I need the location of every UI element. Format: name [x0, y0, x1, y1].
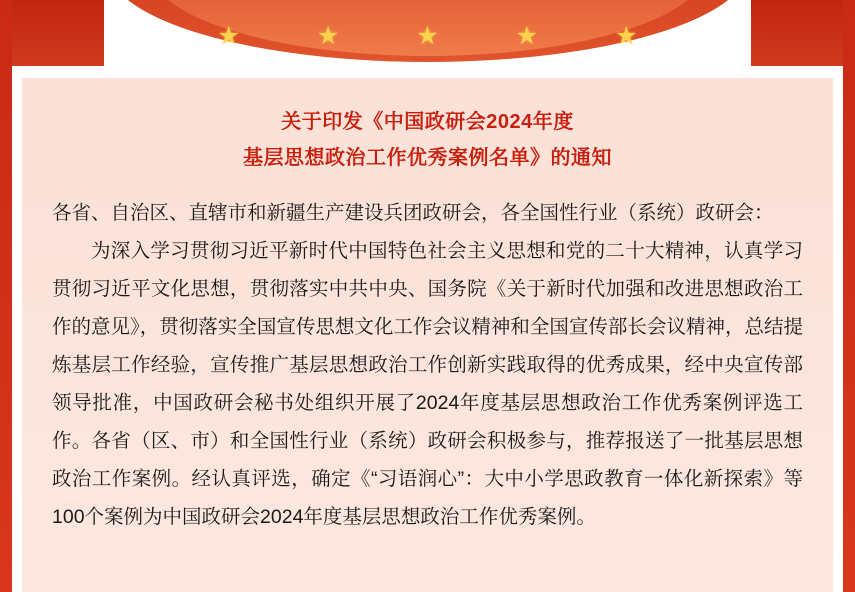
- star-icon: ★: [316, 21, 340, 50]
- header-banner: [12, 0, 843, 66]
- star-icon: ★: [217, 21, 240, 50]
- star-icon: ★: [416, 21, 439, 50]
- document-card: [22, 78, 833, 592]
- right-red-band: [843, 0, 855, 592]
- left-red-band: [0, 0, 12, 592]
- star-icon: ★: [515, 21, 539, 50]
- document-title-line-1: 关于印发《中国政研会2024年度: [281, 111, 574, 133]
- star-icon: ★: [615, 21, 638, 50]
- banner-left-block: [12, 0, 104, 66]
- document-body: [52, 194, 803, 536]
- document-paragraph-1: 为深入学习贯彻习近平新时代中国特色社会主义思想和党的二十大精神，认真学习贯彻习近平文化思想，贯彻落实中共中央、国务院《关于新时代加强和改进思想政治工作的意见》，贯彻落实全国宣传思想文化工作会议精神和全国宣传部长会议精神，总结提炼基层工作经验，宣传推广基层思想政治工作创新实践取得的优秀成果，经中央宣传部领导批准，中国政研会秘书处组织开展了2024年度基层思想政治工作优秀案例评选工作。各省（区、市）和全国性行业（系统）政研会积极参与，推荐报送了一批基层思想政治工作案例。经认真评选，确定《“习语润心”：大中小学思政教育一体化新探索》等100个案例为中国政研会2024年度基层思想政治工作优秀案例。: [52, 240, 803, 528]
- document-title: [52, 104, 803, 176]
- document-title-line-2: 基层思想政治工作优秀案例名单》的通知: [243, 147, 612, 169]
- star-row: [218, 22, 638, 50]
- document-paragraph-salutation: 各省、自治区、直辖市和新疆生产建设兵团政研会，各全国性行业（系统）政研会：: [52, 202, 774, 224]
- banner-right-block: [751, 0, 843, 66]
